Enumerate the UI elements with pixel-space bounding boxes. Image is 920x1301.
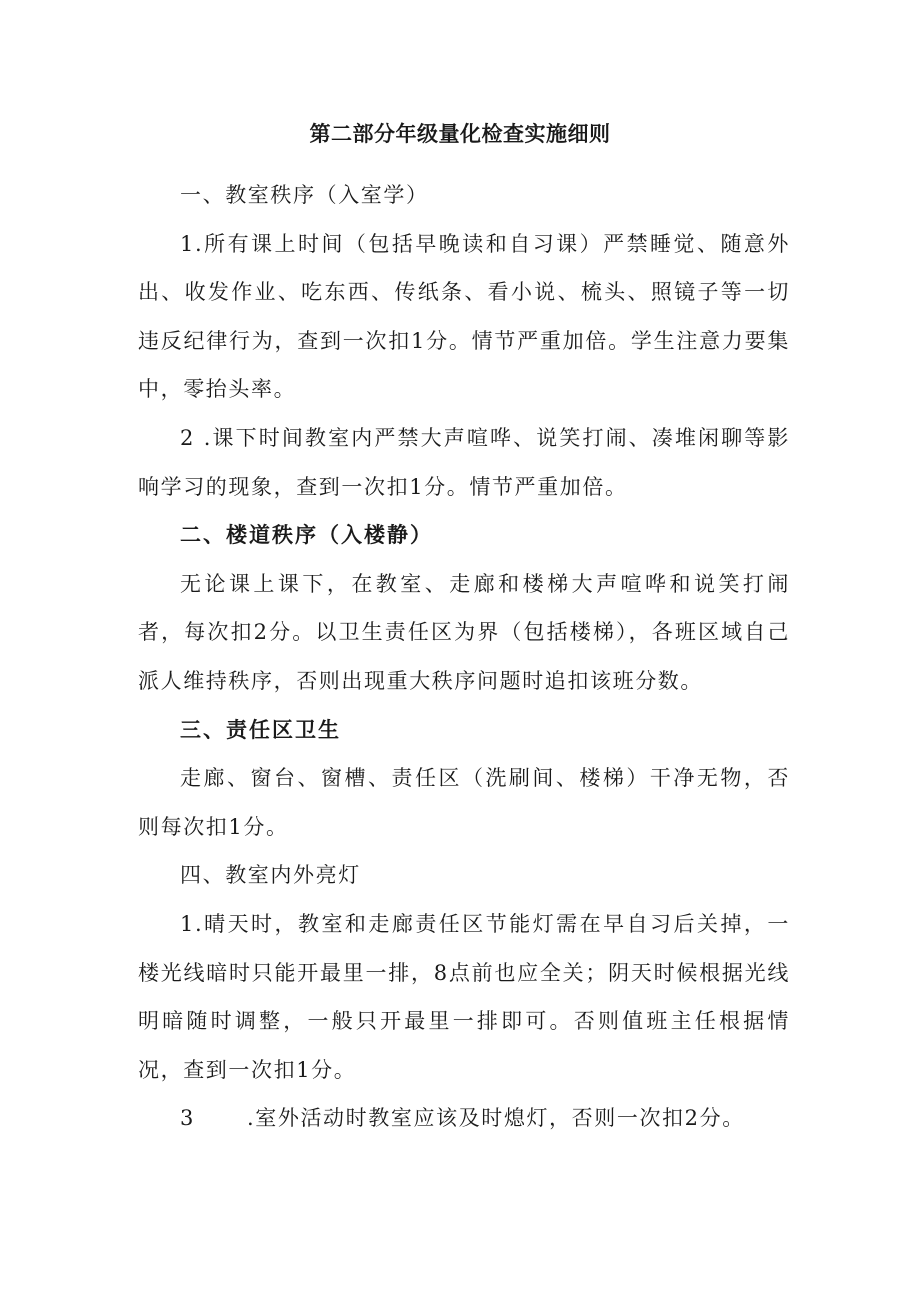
section-heading-1: 一、教室秩序（入室学） (180, 183, 429, 207)
section-1-paragraph-1: 1.所有课上时间（包括早晚读和自习课）严禁睡觉、随意外出、收发作业、吃东西、传纸条、看小说、梳头、照镜子等一切违反纪律行为，查到一次扣1分。情节严重加倍。学生注意力要集中，零抬头率。 (138, 231, 790, 402)
last-item-number: 3 (180, 1106, 195, 1131)
document-title: 第二部分年级量化检查实施细则 (309, 122, 611, 146)
section-4-paragraph-last (138, 1094, 790, 1143)
section-heading-3: 三、责任区卫生 (180, 717, 341, 742)
section-3-paragraph-1: 走廊、窗台、窗槽、责任区（洗刷间、楼梯）干净无物，否则每次扣1分。 (138, 766, 790, 839)
section-heading-2: 二、楼道秩序（入楼静） (180, 523, 433, 548)
document-body (138, 171, 790, 1143)
last-item-text: .室外活动时教室应该及时熄灯，否则一次扣2分。 (246, 1106, 745, 1131)
section-heading-4: 四、教室内外亮灯 (180, 863, 361, 888)
section-4-paragraph-1: 1.晴天时，教室和走廊责任区节能灯需在早自习后关掉，一楼光线暗时只能开最里一排，8点前也应全关；阴天时候根据光线明暗随时调整，一般只开最里一排即可。否则值班主任根据情况，查到一次扣1分。 (138, 911, 790, 1082)
section-2-paragraph-1: 无论课上课下，在教室、走廊和楼梯大声喧哗和说笑打闹者，每次扣2分。以卫生责任区为界（包括楼梯），各班区域自己派人维持秩序，否则出现重大秩序问题时追扣该班分数。 (138, 571, 790, 693)
section-1-paragraph-2: 2 .课下时间教室内严禁大声喧哗、说笑打闹、凑堆闲聊等影响学习的现象，查到一次扣1分。情节严重加倍。 (138, 425, 790, 499)
